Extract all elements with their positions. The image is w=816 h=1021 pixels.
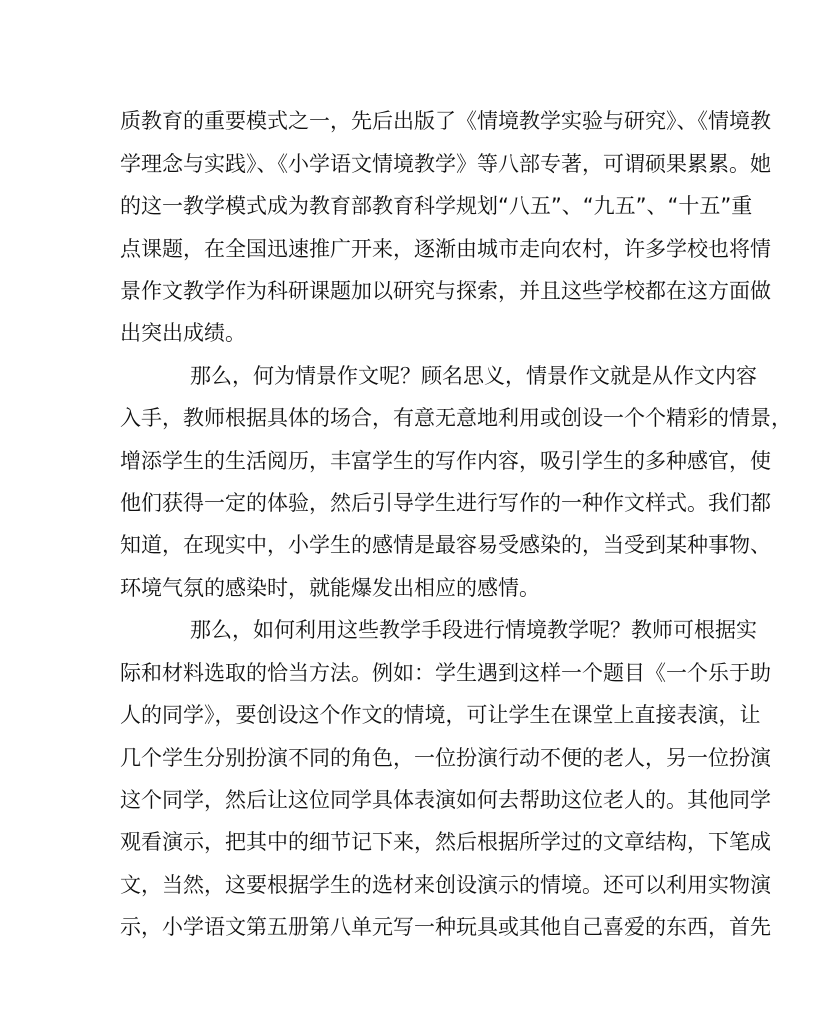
text-line-12: 环境气氛的感染时，就能爆发出相应的感情。 — [120, 576, 540, 600]
text-line-7: 那么，何为情景作文呢？顾名思义，情景作文就是从作文内容 — [190, 364, 757, 388]
text-line-13: 那么，如何利用这些教学手段进行情境教学呢？教师可根据实 — [190, 618, 757, 642]
text-line-18: 观看演示，把其中的细节记下来，然后根据所学过的文章结构，下笔成 — [120, 830, 771, 854]
text-line-9: 增添学生的生活阅历，丰富学生的写作内容，吸引学生的多种感官，使 — [120, 449, 771, 473]
text-line-20: 示，小学语文第五册第八单元写一种玩具或其他自己喜爱的东西，首先 — [120, 915, 771, 939]
text-line-8: 入手，教师根据具体的场合，有意无意地利用或创设一个个精彩的情景， — [120, 406, 792, 430]
text-line-11: 知道，在现实中，小学生的感情是最容易受感染的，当受到某种事物、 — [120, 533, 771, 557]
text-line-3: 的这一教学模式成为教育部教育科学规划“八五”、“九五”、“十五”重 — [120, 194, 753, 218]
text-line-1: 质教育的重要模式之一，先后出版了《情境教学实验与研究》、《情境教 — [120, 109, 771, 133]
text-line-6: 出突出成绩。 — [120, 321, 246, 345]
text-line-15: 人的同学》，要创设这个作文的情境，可让学生在课堂上直接表演，让 — [120, 703, 761, 727]
text-line-16: 几个学生分别扮演不同的角色，一位扮演行动不便的老人，另一位扮演 — [120, 746, 771, 770]
text-line-4: 点课题，在全国迅速推广开来，逐渐由城市走向农村，许多学校也将情 — [120, 237, 771, 261]
text-line-10: 他们获得一定的体验，然后引导学生进行写作的一种作文样式。我们都 — [120, 491, 771, 515]
text-line-2: 学理念与实践》、《小学语文情境教学》等八部专著，可谓硕果累累。她 — [120, 152, 771, 176]
text-line-14: 际和材料选取的恰当方法。例如：学生遇到这样一个题目《一个乐于助 — [120, 661, 771, 685]
text-line-17: 这个同学，然后让这位同学具体表演如何去帮助这位老人的。其他同学 — [120, 788, 771, 812]
text-line-19: 文，当然，这要根据学生的选材来创设演示的情境。还可以利用实物演 — [120, 873, 771, 897]
text-line-5: 景作文教学作为科研课题加以研究与探索，并且这些学校都在这方面做 — [120, 279, 771, 303]
